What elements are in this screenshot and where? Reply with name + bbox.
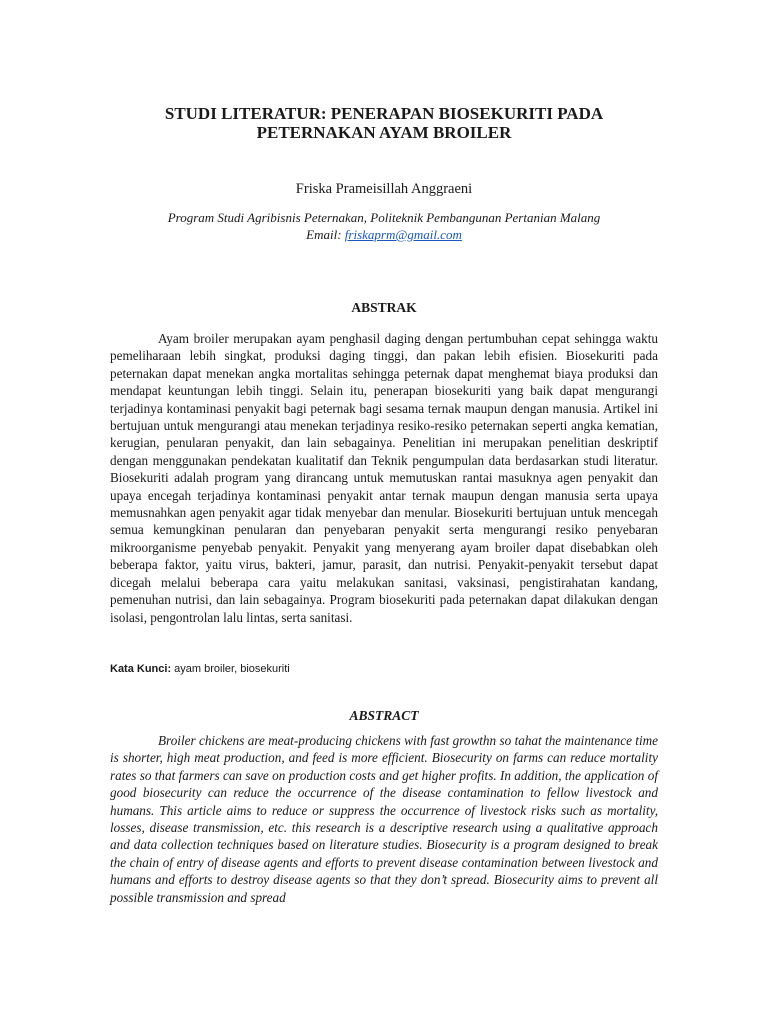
email-link[interactable]: friskaprm@gmail.com xyxy=(344,227,462,242)
paper-title xyxy=(0,104,768,142)
abstract-heading: ABSTRACT xyxy=(349,708,419,723)
email-line xyxy=(0,226,768,243)
title-line-1: STUDI LITERATUR: PENERAPAN BIOSEKURITI PADA xyxy=(164,104,604,123)
author-name: Friska Prameisillah Anggraeni xyxy=(295,181,473,197)
affiliation-block xyxy=(0,209,768,243)
keywords-label: Kata Kunci: xyxy=(110,663,172,675)
abstrak-heading: ABSTRAK xyxy=(351,300,417,315)
affiliation: Program Studi Agribisnis Peternakan, Politeknik Pembangunan Pertanian Malang xyxy=(167,210,601,225)
abstrak-paragraph: Ayam broiler merupakan ayam penghasil daging dengan pertumbuhan cepat sehingga waktu pemeliharaan lebih singkat, produksi daging tinggi, dan pakan lebih efisien. Biosekuriti pada peternakan dapat menekan angka mortalitas sehingga peternak dapat menghemat biaya produksi dan mendapat keuntungan lebih tinggi. Selain itu, penerapan biosekuriti yang baik dapat mengurangi terjadinya kontaminasi penyakit bagi peternak bagi sesama ternak maupun dengan manusia. Artikel ini bertujuan untuk mengurangi atau menekan terjadinya resiko-resiko peternakan seperti angka kematian, kerugian, penularan penyakit, dan lain sebagainya. Penelitian ini merupakan penelitian deskriptif dengan menggunakan pendekatan kualitatif dan Teknik pengumpulan data berdasarkan studi literatur. Biosekuriti adalah program yang dirancang untuk memutuskan rantai masuknya agen penyakit dan upaya encegah terjadinya kontaminasi penyakit antar ternak maupun dengan manusia serta upaya memusnahkan agen penyakit agar tidak menyebar dan menular. Biosekuriti bertujuan untuk mencegah semua kemungkinan penularan dan penyebaran penyakit serta mengurangi resiko penyebaran mikroorganisme penyebab penyakit. Penyakit yang menyerang ayam broiler dapat disebabkan oleh beberapa faktor, yaitu virus, bakteri, jamur, parasit, dan nutrisi. Penyakit-penyakit tersebut dapat dicegah melalui beberapa cara yaitu melakukan sanitasi, vaksinasi, pengistirahatan kandang, pemenuhan nutrisi, dan lain sebagainya. Program biosekuriti pada peternakan dapat dilakukan dengan isolasi, pengontrolan lalu lintas, serta sanitasi. xyxy=(110,331,658,625)
title-line-2: PETERNAKAN AYAM BROILER xyxy=(256,123,512,142)
abstract-paragraph: Broiler chickens are meat-producing chickens with fast growthn so tahat the maintenance time is shorter, high meat production, and feed is more efficient. Biosecurity on farms can reduce mortality rates so that farmers can save on production costs and get higher profits. In addition, the application of good biosecurity can reduce the occurrence of the disease contamination to fellow livestock and humans. This article aims to reduce or suppress the occurrence of livestock risks such as mortality, losses, disease transmission, etc. this research is a descriptive research using a qualitative approach and data collection techniques based on literature studies. Biosecurity is a program designed to break the chain of entry of disease agents and efforts to prevent disease contamination between livestock and humans and efforts to destroy disease agents so that they don’t spread. Biosecurity aims to prevent all possible transmission and spread xyxy=(110,733,658,905)
keywords-value: ayam broiler, biosekuriti xyxy=(171,663,290,675)
keywords-line xyxy=(110,663,658,675)
email-label: Email: xyxy=(306,227,345,242)
